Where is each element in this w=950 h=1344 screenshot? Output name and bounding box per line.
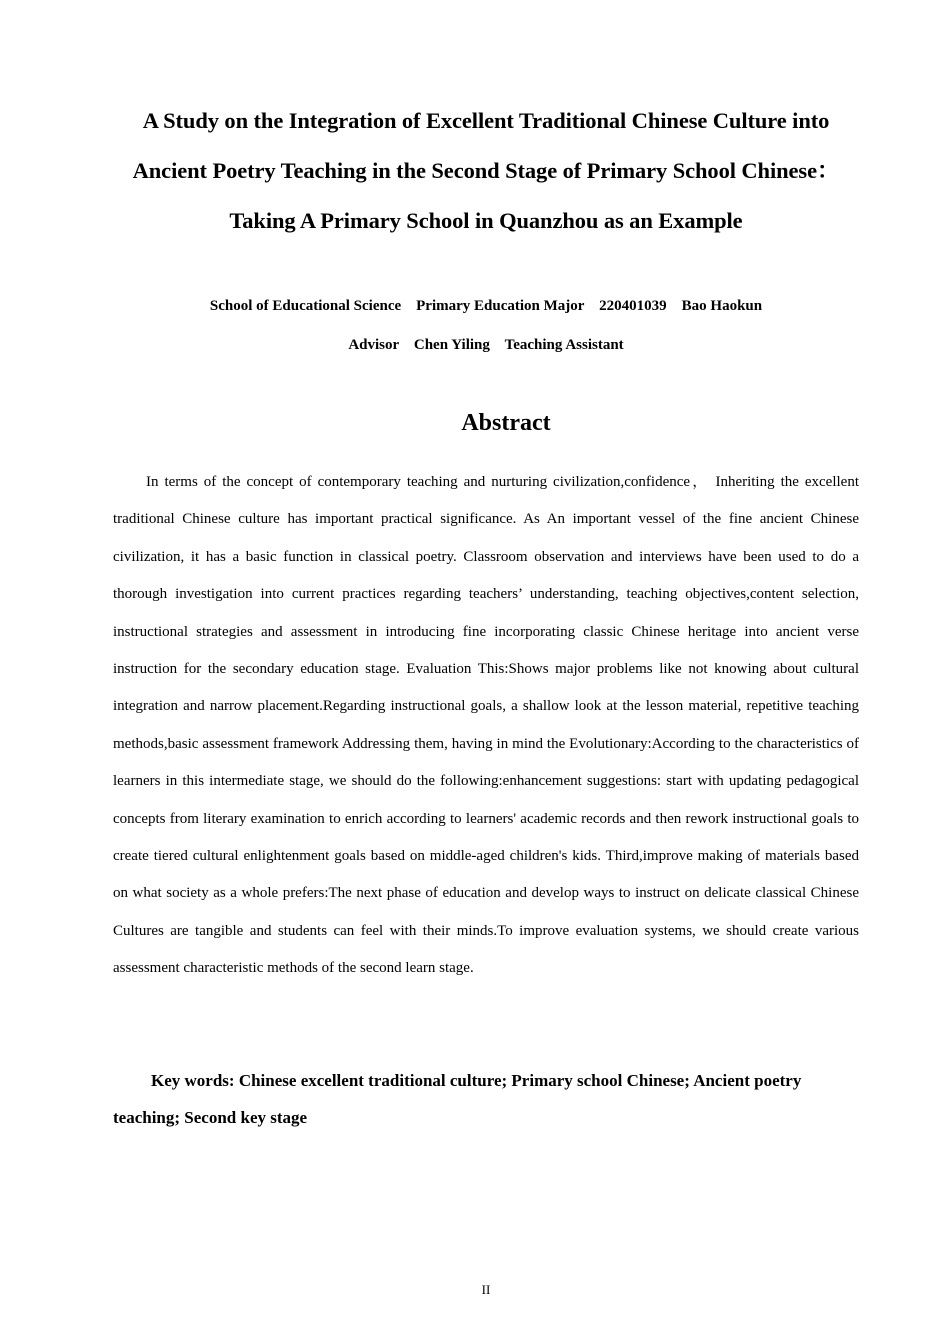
abstract-heading: Abstract bbox=[461, 410, 551, 436]
title-line-2: Ancient Poetry Teaching in the Second Stage of Primary School Chinese： bbox=[132, 158, 840, 183]
title-line-1: A Study on the Integration of Excellent Traditional Chinese Culture into bbox=[142, 108, 830, 133]
keywords: Key words: Chinese excellent traditional culture; Primary school Chinese; Ancient poetry teaching; Second key stage bbox=[113, 1071, 802, 1127]
advisor-line: Advisor Chen Yiling Teaching Assistant bbox=[348, 337, 624, 353]
title-line-3: Taking A Primary School in Quanzhou as an Example bbox=[229, 208, 743, 233]
page-number: II bbox=[481, 1282, 491, 1297]
author-affiliation-line: School of Educational Science Primary Education Major 220401039 Bao Haokun bbox=[209, 298, 763, 314]
abstract-body: In terms of the concept of contemporary teaching and nurturing civilization,confidence， Inheriting the excellent traditional Chinese culture has important practical significance. As An important vessel of the fine ancient Chinese civilization, it has a basic function in classical poetry. Classroom observation and interviews have been used to do a thorough investigation into current practices regarding teachers’ understanding, teaching objectives,content selection, instructional strategies and assessment in introducing fine incorporating classic Chinese heritage into ancient verse instruction for the secondary education stage. Evaluation This:Shows major problems like not knowing about cultural integration and narrow placement.Regarding instructional goals, a shallow look at the lesson material, repetitive teaching methods,basic assessment framework Addressing them, having in mind the Evolutionary:According to the characteristics of learners in this intermediate stage, we should do the following:enhancement suggestions: start with updating pedagogical concepts from literary examination to enrich according to learners' academic records and then rework instructional goals to create tiered cultural enlightenment goals based on middle-aged children's kids. Third,improve making of materials based on what society as a whole prefers:The next phase of education and develop ways to instruct on delicate classical Chinese Cultures are tangible and students can feel with their minds.To improve evaluation systems, we should create various assessment characteristic methods of the second learn stage. bbox=[113, 474, 859, 977]
paper-title bbox=[100, 96, 872, 246]
